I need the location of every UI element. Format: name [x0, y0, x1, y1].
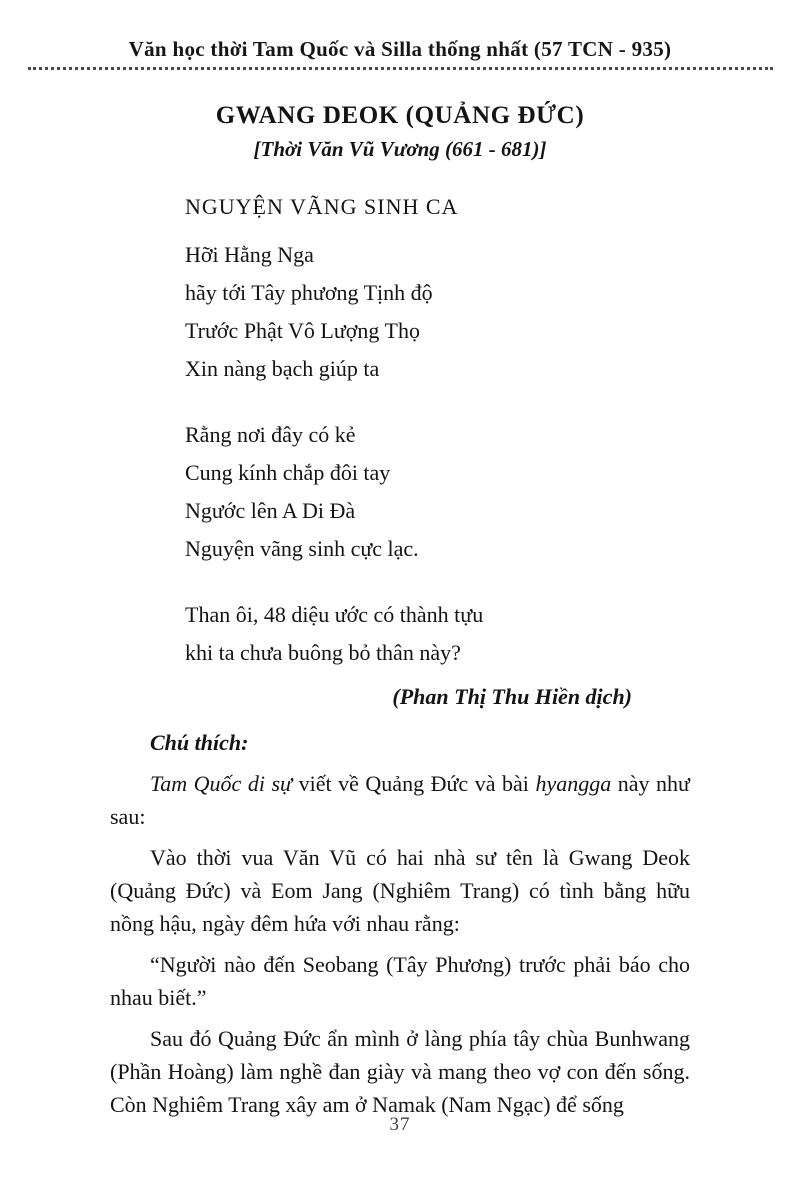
poem-title: NGUYỆN VÃNG SINH CA: [185, 194, 459, 219]
notes: [110, 726, 690, 1121]
note-text-italic: Tam Quốc di sự: [150, 771, 293, 796]
poem-stanza: [185, 416, 800, 568]
translator-attribution: (Phan Thị Thu Hiền dịch): [392, 684, 632, 709]
note-text-italic: hyangga: [535, 771, 612, 796]
poem-line: Cung kính chắp đôi tay: [185, 460, 391, 485]
note-paragraph: [110, 841, 690, 940]
note-text: Sau đó Quảng Đức ẩn mình ở làng phía tây chùa Bunhwang (Phần Hoàng) làm nghề đan giày và mang theo vợ con đến sống. Còn Nghiêm Trang xây am ở Namak (Nam Ngạc) để sống: [110, 1026, 690, 1117]
poem-line: hãy tới Tây phương Tịnh độ: [185, 280, 433, 305]
running-header: Văn học thời Tam Quốc và Silla thống nhất (57 TCN - 935): [128, 37, 672, 61]
article-title: GWANG DEOK (QUẢNG ĐỨC): [215, 102, 585, 129]
note-text: này như sau:: [110, 771, 690, 829]
article-subtitle: [Thời Văn Vũ Vương (661 - 681)]: [253, 137, 547, 161]
poem-stanza: [185, 596, 800, 672]
poem-line: Xin nàng bạch giúp ta: [185, 356, 380, 381]
poem-line: Rằng nơi đây có kẻ: [185, 422, 356, 447]
poem-line: khi ta chưa buông bỏ thân này?: [185, 640, 461, 665]
note-text: “Người nào đến Seobang (Tây Phương) trước phải báo cho nhau biết.”: [110, 952, 690, 1010]
note-paragraph: [110, 1022, 690, 1121]
note-text: viết về Quảng Đức và bài: [292, 771, 536, 796]
poem-line: Than ôi, 48 diệu ước có thành tựu: [185, 602, 484, 627]
note-paragraph: [110, 767, 690, 833]
note-paragraph: [110, 948, 690, 1014]
poem-line: Trước Phật Vô Lượng Thọ: [185, 318, 420, 343]
poem-line: Nguyện vãng sinh cực lạc.: [185, 536, 419, 561]
poem-stanza: [185, 236, 800, 388]
poem: [185, 192, 800, 672]
note-text: Vào thời vua Văn Vũ có hai nhà sư tên là Gwang Deok (Quảng Đức) và Eom Jang (Nghiêm Trang) có tình bằng hữu nồng hậu, ngày đêm hứa với nhau rằng:: [110, 845, 690, 936]
header-dotted-rule: [28, 67, 773, 70]
notes-heading: Chú thích:: [150, 730, 249, 755]
page-number: 37: [389, 1114, 411, 1135]
poem-line: Ngước lên A Di Đà: [185, 498, 356, 523]
poem-line: Hỡi Hằng Nga: [185, 242, 314, 267]
